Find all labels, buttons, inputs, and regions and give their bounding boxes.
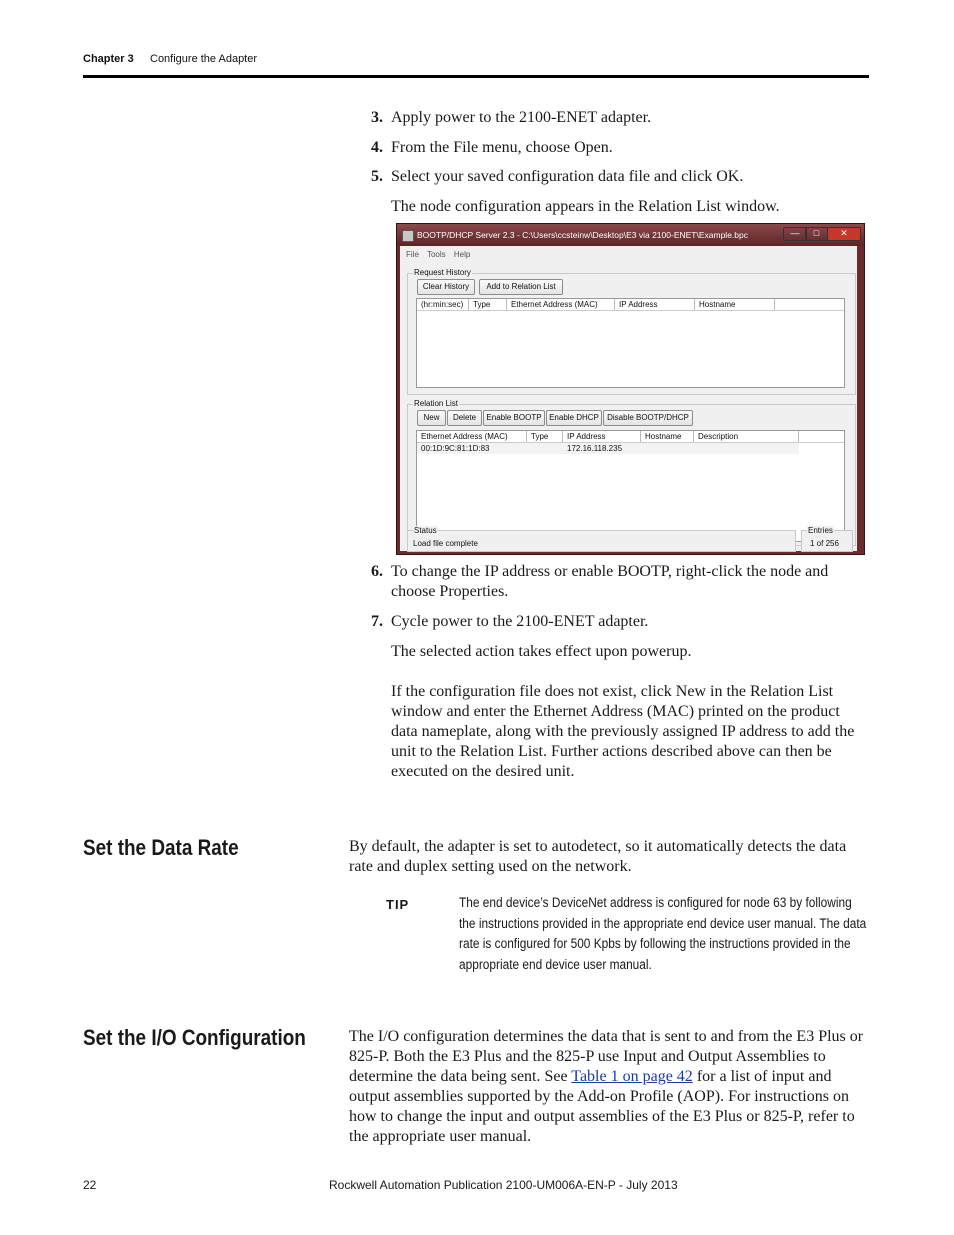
data-rate-text: By default, the adapter is set to autodetect, so it automatically detects the data rate and duplex setting used on the network. xyxy=(349,838,847,875)
step-number: 4. xyxy=(371,139,383,156)
step-number: 6. xyxy=(371,563,383,580)
section-heading-io-config xyxy=(83,1025,306,1051)
column-header[interactable]: Hostname xyxy=(641,431,694,442)
relation-list-label: Relation List xyxy=(414,399,459,408)
clear-history-button[interactable]: Clear History xyxy=(417,279,475,295)
relation-list[interactable] xyxy=(416,430,845,542)
column-header[interactable]: Description xyxy=(694,431,799,442)
list-header xyxy=(417,431,844,443)
step-text: To change the IP address or enable BOOTP, right-click the node and choose Properties. xyxy=(391,563,829,600)
step-paragraph: If the configuration file does not exist, click New in the Relation List window and enter the Ethernet Address (MAC) printed on the product data nameplate, along with the previously assigned IP address to add the unit to the Relation List. Further actions described above can then be executed on the desired unit. xyxy=(391,683,855,780)
menu-bar xyxy=(406,250,470,259)
section-heading-text: Set the I/O Configuration xyxy=(83,1025,306,1050)
column-header[interactable]: (hr:min:sec) xyxy=(417,299,469,310)
status-label: Status xyxy=(414,526,437,535)
io-text-after: for a list of input and output assemblies supported by the Add-on Profile (AOP). For instructions on how to change the input and output assemblies of the E3 Plus or 825-P, refer to the appropriate user manual. xyxy=(349,1068,855,1145)
step-number: 5. xyxy=(371,168,383,185)
window-titlebar xyxy=(397,224,864,246)
enable-bootp-button[interactable]: Enable BOOTP xyxy=(483,410,545,426)
menu-help[interactable]: Help xyxy=(453,250,471,259)
column-header[interactable]: Ethernet Address (MAC) xyxy=(417,431,527,442)
tip-text: The end device’s DeviceNet address is configured for node 63 by following the instructions provided in the appropriate end device user manual. The data rate is configured for 500 Kpbs by following the instructions provided in the appropriate end device user manual. xyxy=(459,895,867,972)
row-mac: 00:1D:9C:81:1D:83 xyxy=(421,444,490,453)
column-header[interactable]: Hostname xyxy=(695,299,775,310)
column-header[interactable]: IP Address xyxy=(563,431,641,442)
step-text: Apply power to the 2100-ENET adapter. xyxy=(391,109,652,126)
step-note: The node configuration appears in the Relation List window. xyxy=(391,198,780,215)
column-header[interactable]: Type xyxy=(527,431,563,442)
io-text-before: The I/O configuration determines the data that is sent to and from the E3 Plus or 825-P. Both the E3 Plus and the 825-P use Input and Output Assemblies to determine the data being sent. See xyxy=(349,1028,864,1085)
chapter-label: Chapter 3 xyxy=(83,53,134,65)
enable-dhcp-button[interactable]: Enable DHCP xyxy=(546,410,602,426)
step-text: Select your saved configuration data file and click OK. xyxy=(391,168,744,185)
section-heading-data-rate: Set the Data Rate xyxy=(83,835,239,860)
menu-tools[interactable]: Tools xyxy=(426,250,446,259)
row-ip: 172.16.118.235 xyxy=(567,444,623,453)
chapter-title: Configure the Adapter xyxy=(150,53,258,65)
header-rule xyxy=(83,75,869,78)
delete-button[interactable]: Delete xyxy=(447,410,482,426)
publication-info: Rockwell Automation Publication 2100-UM006A-EN-P - July 2013 xyxy=(329,1178,678,1192)
page-number: 22 xyxy=(83,1178,97,1192)
bootp-dhcp-window-screenshot xyxy=(396,223,865,555)
new-button[interactable]: New xyxy=(417,410,446,426)
close-icon[interactable]: ✕ xyxy=(827,227,861,241)
request-history-label: Request History xyxy=(414,268,471,277)
status-value: Load file complete xyxy=(413,539,478,548)
app-icon xyxy=(402,230,414,242)
list-header xyxy=(417,299,844,311)
column-header[interactable]: Type xyxy=(469,299,507,310)
step-number: 7. xyxy=(371,613,383,630)
window-client xyxy=(400,246,857,551)
column-header[interactable]: IP Address xyxy=(615,299,695,310)
step-text: Cycle power to the 2100-ENET adapter. xyxy=(391,613,649,630)
add-to-relation-list-button[interactable]: Add to Relation List xyxy=(479,279,563,295)
minimize-icon[interactable]: — xyxy=(783,227,807,241)
io-config-text xyxy=(349,1027,867,1147)
table-link[interactable]: Table 1 on page 42 xyxy=(571,1068,693,1085)
column-header[interactable]: Ethernet Address (MAC) xyxy=(507,299,615,310)
window-title: BOOTP/DHCP Server 2.3 - C:\Users\ccsteinw\Desktop\E3 via 2100-ENET\Example.bpc xyxy=(417,230,748,240)
entries-label: Entries xyxy=(808,526,833,535)
step-note: The selected action takes effect upon powerup. xyxy=(391,643,692,660)
menu-file[interactable]: File xyxy=(406,250,419,259)
entries-value: 1 of 256 xyxy=(810,539,839,548)
step-number: 3. xyxy=(371,109,383,126)
request-history-list[interactable] xyxy=(416,298,845,388)
table-row[interactable] xyxy=(417,443,799,454)
disable-bootp-dhcp-button[interactable]: Disable BOOTP/DHCP xyxy=(603,410,693,426)
maximize-icon[interactable]: □ xyxy=(805,227,828,241)
tip-label: TIP xyxy=(386,897,410,912)
step-text: From the File menu, choose Open. xyxy=(391,139,613,156)
